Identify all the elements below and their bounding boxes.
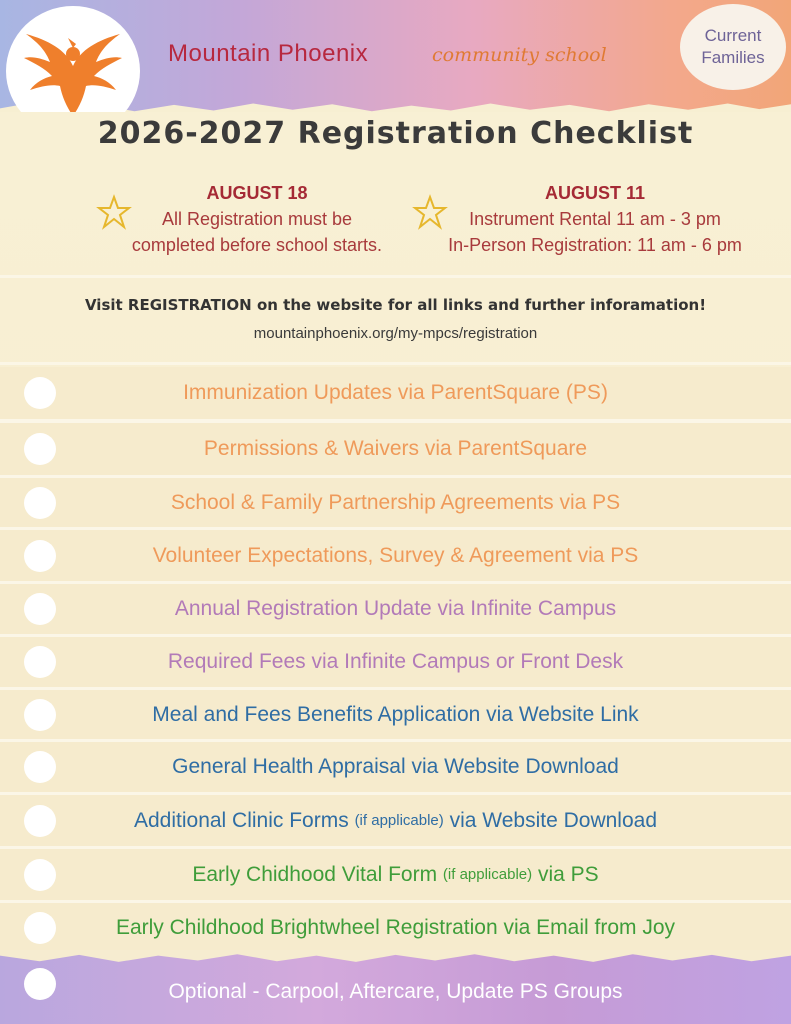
visit-instructions: Visit REGISTRATION on the website for all links and further inforamation! [84, 296, 707, 314]
item-note: (if applicable) [354, 812, 444, 829]
phoenix-icon [18, 20, 128, 125]
date-line-2: In-Person Registration: 11 am - 6 pm [448, 235, 742, 255]
school-name: Mountain Phoenix [168, 40, 369, 67]
checklist-item [0, 742, 791, 792]
checklist-item [0, 584, 791, 634]
item-text: Volunteer Expectations, Survey & Agreement via PS [152, 543, 639, 567]
checklist-item [0, 367, 791, 419]
item-text: Immunization Updates via ParentSquare (PS) [183, 381, 608, 404]
checklist-item [0, 423, 791, 475]
date-line-2: completed before school starts. [131, 235, 383, 255]
checklist-item [0, 795, 791, 846]
checklist-item [0, 530, 791, 581]
date-line-1: All Registration must be [161, 209, 353, 229]
date-line-1: Instrument Rental 11 am - 3 pm [469, 209, 721, 229]
date-block-august-11 [420, 180, 770, 258]
checklist-item [0, 478, 791, 527]
item-text: School & Family Partnership Agreements via PS [170, 490, 621, 514]
item-text: Additional Clinic Forms [133, 808, 355, 832]
current-families-badge [680, 4, 786, 90]
checklist-item [0, 637, 791, 687]
checklist-item [0, 903, 791, 952]
school-subtitle: community school [432, 44, 607, 66]
item-text: Optional - Carpool, Aftercare, Update PS Groups [168, 980, 623, 1003]
item-text: Early Chidhood Vital Form [192, 862, 443, 886]
badge-line-1: Current [704, 26, 762, 45]
checklist-item-optional [0, 972, 791, 1012]
divider [0, 362, 791, 365]
item-text: via PS [532, 862, 599, 886]
badge-line-2: Families [701, 48, 765, 67]
item-text: Annual Registration Update via Infinite Campus [174, 597, 617, 620]
item-text: via Website Download [443, 808, 658, 832]
date-label: AUGUST 18 [206, 183, 308, 203]
item-text: Permissions & Waivers via ParentSquare [203, 437, 588, 460]
checklist-item [0, 849, 791, 900]
item-text: Required Fees via Infinite Campus or Front Desk [167, 650, 624, 673]
item-text: Meal and Fees Benefits Application via Website Link [152, 702, 639, 726]
date-block-august-18 [92, 180, 422, 258]
item-text: Early Childhood Brightwheel Registration via Email from Joy [115, 915, 676, 939]
checklist-item [0, 690, 791, 739]
page-title: 2026-2027 Registration Checklist [97, 116, 694, 151]
date-label: AUGUST 11 [544, 183, 646, 203]
item-text: General Health Appraisal via Website Download [172, 755, 619, 778]
item-note: (if applicable) [442, 866, 533, 883]
registration-url[interactable]: mountainphoenix.org/my-mpcs/registration [253, 325, 538, 342]
divider [0, 275, 791, 278]
